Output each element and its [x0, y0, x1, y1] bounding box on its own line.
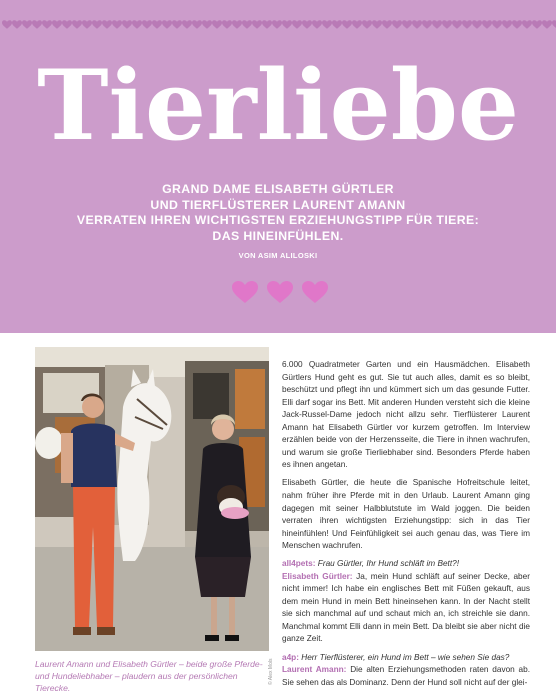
question — [282, 559, 459, 568]
small-heart-icon — [72, 20, 82, 29]
small-heart-icon — [202, 20, 212, 29]
author-byline: VON ASIM ALILOSKI — [238, 251, 318, 260]
small-heart-icon — [122, 20, 132, 29]
small-heart-icon — [312, 20, 322, 29]
small-heart-icon — [62, 20, 72, 29]
question-text: Herr Tierflüsterer, ein Hund im Bett – wie sehen Sie das? — [301, 652, 510, 662]
small-heart-icon — [102, 20, 112, 29]
small-heart-icon — [452, 20, 462, 29]
small-heart-icon — [82, 20, 92, 29]
small-heart-icon — [152, 20, 162, 29]
small-heart-icon — [542, 20, 552, 29]
photo-caption: Laurent Amann und Elisabeth Gürtler – beide große Pferde- und Hundeliebhaber – plaudern aus der persönlichen Tierecke. — [35, 659, 263, 693]
small-heart-icon — [212, 20, 222, 29]
heart-icon — [232, 281, 258, 303]
small-heart-icon — [22, 20, 32, 29]
heart-border — [0, 17, 556, 33]
small-heart-icon — [92, 20, 102, 29]
small-heart-icon — [442, 20, 452, 29]
small-heart-icon — [42, 20, 52, 29]
subtitle-line: VERRATEN IHREN WICHTIGSTEN ERZIEHUNGSTIPP FÜR TIERE: — [76, 213, 480, 227]
small-heart-icon — [112, 20, 122, 29]
small-heart-icon — [522, 20, 532, 29]
small-heart-icon — [262, 20, 272, 29]
heart-icon — [267, 281, 293, 303]
small-heart-icon — [352, 20, 362, 29]
answer-text: Ja, mein Hund schläft auf seiner Decke, aber nicht immer! Ich habe ein englisches Bett mit Füßen gekauft, aus dem mein Hund in mein Bett hineinsehen kann. In der Nacht stellt sie sich manchmal auf und schaut mich an, ich streichle sie dann. Manchmal kommt Elli dann in mein Bett. Da bleibt sie aber nicht die ganze Zeit. — [282, 571, 530, 644]
speaker-label: Elisabeth Gürtler: — [282, 571, 353, 581]
question — [282, 653, 509, 662]
question-text: Frau Gürtler, Ihr Hund schläft im Bett?! — [317, 559, 460, 569]
small-heart-icon — [222, 20, 232, 29]
small-heart-icon — [282, 20, 292, 29]
small-heart-icon — [462, 20, 472, 29]
small-heart-icon — [52, 20, 62, 29]
small-heart-icon — [432, 20, 442, 29]
small-heart-icon — [362, 20, 372, 29]
small-heart-icon — [512, 20, 522, 29]
small-heart-icon — [402, 20, 412, 29]
small-heart-icon — [232, 20, 242, 29]
speaker-label: a4p: — [282, 652, 299, 662]
small-heart-icon — [172, 20, 182, 29]
small-heart-icon — [342, 20, 352, 29]
header-banner — [0, 0, 556, 333]
small-heart-icon — [372, 20, 382, 29]
interview-exchange — [282, 652, 530, 690]
subtitle — [40, 182, 516, 244]
photo-credit: © Alex Mols — [268, 658, 274, 685]
subtitle-line: GRAND DAME ELISABETH GÜRTLER — [162, 182, 394, 196]
subtitle-line: DAS HINEINFÜHLEN. — [212, 228, 344, 243]
small-heart-icon — [32, 20, 42, 29]
small-heart-icon — [482, 20, 492, 29]
small-heart-icon — [182, 20, 192, 29]
small-heart-icon — [382, 20, 392, 29]
small-heart-icon — [332, 20, 342, 29]
speaker-label: Laurent Amann: — [282, 665, 347, 675]
small-heart-icon — [492, 20, 502, 29]
small-heart-icon — [322, 20, 332, 29]
paragraph: 6.000 Quadratmeter Garten und ein Hausmädchen. Elisabeth Gürtlers Hund geht es gut. Sie tut auch alles, damit es so bleibt, beschützt und pflegt ihn und kümmert sich um das gesunde Futter. Elli darf sogar ins Bett. Mit anderen Hunden versteht sich die kleine Jack-Russel-Dame jedoch nicht allzu sehr. Tierflüsterer Laurent Amann hat Elisabeth Gürtler vor kurzem getroffen. Im Interview erzählen beide von der Herzensseite, die Tiere in ihnen wachrufen, und warum sie große Tierliebhaber sind. Besonders Pferde haben es ihnen angetan. — [282, 360, 530, 470]
stable-photo-illustration — [35, 347, 269, 651]
small-heart-icon — [412, 20, 422, 29]
small-heart-icon — [552, 20, 556, 29]
small-heart-icon — [302, 20, 312, 29]
answer-text: Die alten Erziehungsmethoden raten davon ab. Sie sehen das als Dominanz. Denn der Hund soll nicht auf der glei- — [282, 665, 530, 687]
article-photo — [35, 347, 269, 651]
small-heart-icon — [162, 20, 172, 29]
small-heart-icon — [422, 20, 432, 29]
small-heart-icon — [12, 20, 22, 29]
small-heart-icon — [132, 20, 142, 29]
subtitle-line: UND TIERFLÜSTERER LAURENT AMANN — [150, 197, 406, 212]
article-body — [282, 359, 530, 695]
small-heart-icon — [292, 20, 302, 29]
small-heart-icon — [252, 20, 262, 29]
small-heart-icon — [392, 20, 402, 29]
small-heart-icon — [192, 20, 202, 29]
small-heart-icon — [472, 20, 482, 29]
small-heart-icon — [2, 20, 12, 29]
small-heart-icon — [242, 20, 252, 29]
heart-icon — [302, 281, 328, 303]
hearts-decoration — [232, 281, 328, 303]
paragraph: Elisabeth Gürtler, die heute die Spanische Hofreitschule leitet, nahm früher ihre Pferde mit in den Urlaub. Laurent Amann ging dagegen mit seiner Halbblutstute im Wald joggen. Die beiden verraten ihren wichtigsten Erziehungstipp: sich in das Tier hineinfühlen! Und Feinfühligkeit sei auch genau das, was Tiere im Menschen wachrufen. — [282, 478, 530, 551]
small-heart-icon — [532, 20, 542, 29]
small-heart-icon — [502, 20, 512, 29]
speaker-label: all4pets: — [282, 559, 316, 569]
page-title: Tierliebe — [37, 49, 519, 162]
small-heart-icon — [142, 20, 152, 29]
small-heart-icon — [272, 20, 282, 29]
interview-exchange — [282, 558, 530, 646]
